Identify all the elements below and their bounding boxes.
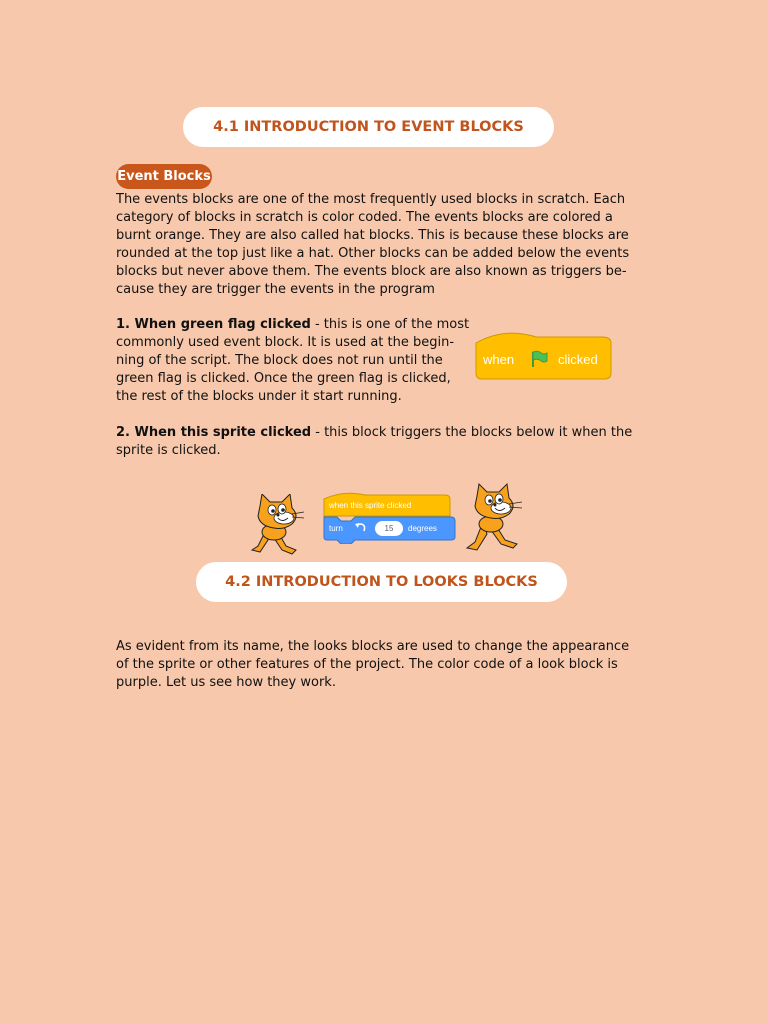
turn-arrow-icon [355, 522, 367, 534]
sprite-clicked-illustration [245, 480, 530, 560]
section-title-text: 4.1 INTRODUCTION TO EVENT BLOCKS [213, 119, 524, 135]
section-title-looks-blocks [196, 562, 567, 602]
scratch-cat-icon [465, 482, 525, 554]
turn-value: 15 [384, 524, 394, 533]
green-flag-icon [530, 350, 548, 368]
turn-word: turn [329, 524, 343, 533]
green-flag-paragraph: 1. When green flag clicked - this is one of the most commonly used event block. It is used at the begin- ning of the script. The block does not run until the green flag is clicked. Once the green flag is clicked, the rest of the blocks under it start running. [116, 317, 470, 404]
degrees-word: degrees [408, 524, 437, 533]
sprite-clicked-paragraph: 2. When this sprite clicked - this block triggers the blocks below it when the sprite is clicked. [116, 425, 633, 458]
scratch-cat-icon [248, 494, 308, 556]
when-flag-clicked-block [474, 327, 614, 382]
section-title-text: 4.2 INTRODUCTION TO LOOKS BLOCKS [225, 574, 538, 590]
section-title-event-blocks [183, 107, 554, 147]
hat-block-label: when this sprite clicked [329, 501, 412, 510]
block-word-when: when [483, 352, 515, 367]
looks-paragraph: As evident from its name, the looks blocks are used to change the appearance of the sprite or other features of the project. The color code of a look block is purple. Let us see how they work. [116, 639, 630, 690]
block-word-clicked: clicked [558, 352, 598, 367]
item1-heading: 1. When green flag clicked [116, 317, 311, 332]
event-blocks-tag: Event Blocks [116, 164, 212, 189]
intro-paragraph: The events blocks are one of the most frequently used blocks in scratch. Each category of blocks in scratch is color coded. The events blocks are colored a burnt orange. They are also called hat blocks. This is because these blocks are rounded at the top just like a hat. Other blocks can be added below the events blocks but never above them. The events block are also known as triggers be- cause they are trigger the events in the program [116, 192, 630, 297]
item2-heading: 2. When this sprite clicked [116, 425, 312, 440]
